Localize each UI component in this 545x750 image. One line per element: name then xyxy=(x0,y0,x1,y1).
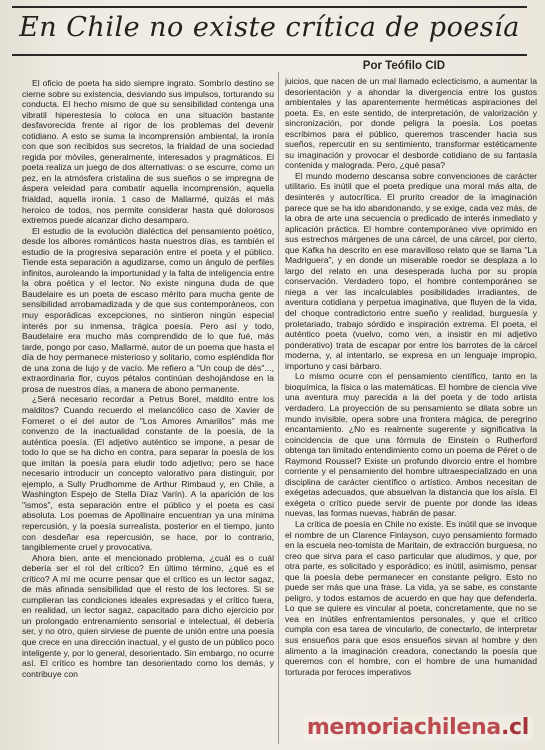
watermark-main: memoriachilena xyxy=(306,715,501,740)
watermark-tld: .cl xyxy=(500,715,529,740)
paragraph: El mundo moderno descansa sobre convenciones de carácter utilitario. Es inútil que el poeta predique una moral más alta, de desinterés y autocrítica. El prurito creador de la imaginación parece que se ha ido abandonando, y se exige, cada vez más, de la obra de arte una secuencia o predicado de interés inmediato y aplicación práctica. El hombre contemporáneo vive oprimido en sus estrechos márgenes de una cárcel, de una cárcel, por cierto, que Kafka ha descrito en ese maravilloso relato que se llama "La Madriguera", y en donde un miserable roedor se desplaza a lo largo del relato en una desesperada lucha por su propia conservación. Verdadero topo, el hombre contemporáneo se niega a ver las incalculables posibilidades irradiantes, de aventura cotidiana y perpetua imaginativa, que fluyen de la vida, del choque contradictorio entre sueño y realidad, burguesía y proletariado, trabajo sórdido e inspiración extrema. El poeta, el auténtico poeta (vuelvo, como ven, a insistir en mi adjetivo ponderativo) trata de escapar por entre los barrotes de la cárcel moderna, y, al intentarlo, se expresa en un lenguaje impropio, importuno y casi bárbaro. xyxy=(285,170,537,371)
paragraph: El oficio de poeta ha sido siempre ingrato. Sombrío destino se cierne sobre su existencia, desviando sus impulsos, torturando su conducta. El hecho mismo de que su sensibilidad contenga una vibratil hiperestesia lo coloca en una situación bastante desfavorecida frente al rigor de los problemas del devenir cotidiano. A esto se suma la incomprensión ambiental, la ironía con que son recibidos sus secretos, la frialdad de una sociedad regida por móviles, generalmente, interesados y pragmáticos. El poeta realiza un juego de dos alternativas: o se escurre, como un pez, en la atmósfera cristalina de sus sueños o se impregna de áspera veleidad para combatir aquella incomprensión, aquella frialdad, aquella ironía. 1 caso de Mallarmé, quizás el más heroico de todos, nos permite considerar hasta qué dolorosos extremos puede alcanzar dicho desamparo. xyxy=(22,78,274,226)
column-divider xyxy=(278,72,279,744)
paragraph: El estudio de la evolución dialéctica del pensamiento poético, desde los albores románticos hasta nuestros días, es también el estudio de la progresiva separación entre el poeta y el público. Tiende esta separación a agudizarse, como un ángulo de perfiles infinitos, auroleando la importunidad y la falta de inteligencia entre la obra poética y el lector. No existe ninguna duda de que Baudelaire es un poeta de escaso mérito para mucha gente de sensibilidad arrobamadizada y de que sus contemporáneos, con muy esporádicas excepciones, no sintieron ningún especial interés por su inmensa, trágica poesía. Pero así y todo, Baudelaire era mucho más comprendido de lo que fué, más tarde, pongo por caso, Mallarmé, autor de un poema que hasta el día de hoy permanece misterioso y solitario, como espléndida flor de una zona de lujo y de vacío. Me refiero a "Un coup de dés"..., extraordinaria flor, cuyos pétalos continúan deshojándose en la prosa de nuestros días, a manera de abono permanente. xyxy=(22,225,274,394)
left-column xyxy=(22,78,274,748)
paragraph: Ahora bien, ante el mencionado problema, ¿cuál es o cuál debería ser el rol del crítico? En último término, ¿qué es el crítico? A mí me ocurre pensar que el crítico es un lector sagaz, de más afinada sensibilidad que el resto de los lectores. Si se cumplieran las condiciones ideales expresadas y el crítico fuera, en realidad, un lector sagaz, capacitado para dicho ejercicio por un prolongado entrenamiento sensorial e intelectual, él debería ser, y no otro, quien sirviese de puente de unión entre una poesía que crece en una dirección inactual, y el gusto de un público poco inteligente y, por lo general, desorientado. Sin embargo, no ocurre así. El crítico es hombre tan desorientado como los demás, y contribuye con xyxy=(22,552,274,679)
paragraph: juicios, que nacen de un mal llamado eclecticismo, a aumentar la desorientación y a ahondar la divergencia entre los gustos ambientales y las aparentemente herméticas aspiraciones del poeta. Es, en este sentido, de interpretación, de valorización y sincronización, por donde peligra la poesía. Los poetas escribimos para el público, queremos trascender hacia sus sueños, repercutir en su sentimiento, transformar estéticamente su imaginación y provocar el desborde cotidiano de su fantasía contenida y malograda. Pero, ¿qué pasa? xyxy=(285,76,537,171)
paragraph: Lo mismo ocurre con el pensamiento científico, tanto en la bioquímica, la física o las matemáticas. El hombre de ciencia vive una aventura muy parecida a la del poeta y de todo artista verdadero. La proyección de su pensamiento se dilata sobre un mundo invisible, opera sobre una frontera mágica, de peregrino encantamiento. ¿No es realmente sugerente y significativa la coincidencia de que una fórmula de Einstein o Rutherford obtenga tan limitado entendimiento como un poema de Péret o de Raymond Roussel? Existe un profundo divorcio entre el hombre corriente y el pensamiento del hombre ultraespecializado en una disciplina de carácter científico o artístico. Ambos necesitan de exégetas adecuados, que absuelvan la distancia que los aísla. El exégeta o crítico puede servir de puente por donde las ideas nuevas, las formas nuevas, habrán de pasar. xyxy=(285,371,537,519)
paragraph: ¿Será necesario recordar a Petrus Borel, maldito entre los malditos? Cuando recuerdo el melancólico caso de Xavier de Forneret o el del autor de "Los Amores Amarillos" más me convenzo de la inactualidad constante de la poesía, de la auténtica poesía. (El adjetivo auténtico se impone, a pesar de todo lo que se ha dicho en contra, para separar la poesía de los que imitan la poesía para eludir todo adjetivo; pero se hace necesario introducir un concepto valorativo para distinguir, por ejemplo, a Sully Prudhomme de Arthur Rimbaud y, en Chile, a Washington Espejo de Stella Díaz Varín). A la aparición de los "ismos", esta separación entre el público y el poeta es casi absoluta. Los poemas de Apollinaire encuentran ya una mínima repercusión, y la poesía surrealista, posterior en el tiempo, junto con desdeñar esa repercusión, se hace, por lo contrario, tangiblemente cruel y provocativa. xyxy=(22,394,274,553)
right-column xyxy=(285,76,537,746)
article-title: En Chile no existe crítica de poesía xyxy=(19,12,520,43)
title-frame xyxy=(12,6,527,56)
watermark-logo xyxy=(303,715,533,740)
article-byline: Por Teófilo CID xyxy=(362,60,445,72)
paragraph: La crítica de poesía en Chile no existe. Es inútil que se invoque el nombre de un Clarence Finlayson, cuyo pensamiento formado en la escuela neo-tomista de Maritain, de extracción burguesa, no creo que sirva para el caso particular que aludimos, y que, por otra parte, es solicitado y esporádico; es inútil, asimismo, pensar que la poesía debe permanecer en constante peligro. Esto no puede ser más que una frase. La vida, ya se sabe, es constante peligro, y todos estamos de acuerdo en que hay que defenderla. Lo que se quiere es vincular al poeta, concretamente, que no se vea en inútiles enfrentamientos personales, y que el crítico cumpla con esa tarea de vincularlo, de conectarlo, de interpretar sus ensueños para que esos ensueños sirvan al hombre y den alimento a la imaginación creadora, conectando la poesía que queremos con el hombre, con el hombre de una humanidad torturada por feroces imperativos xyxy=(285,518,537,677)
